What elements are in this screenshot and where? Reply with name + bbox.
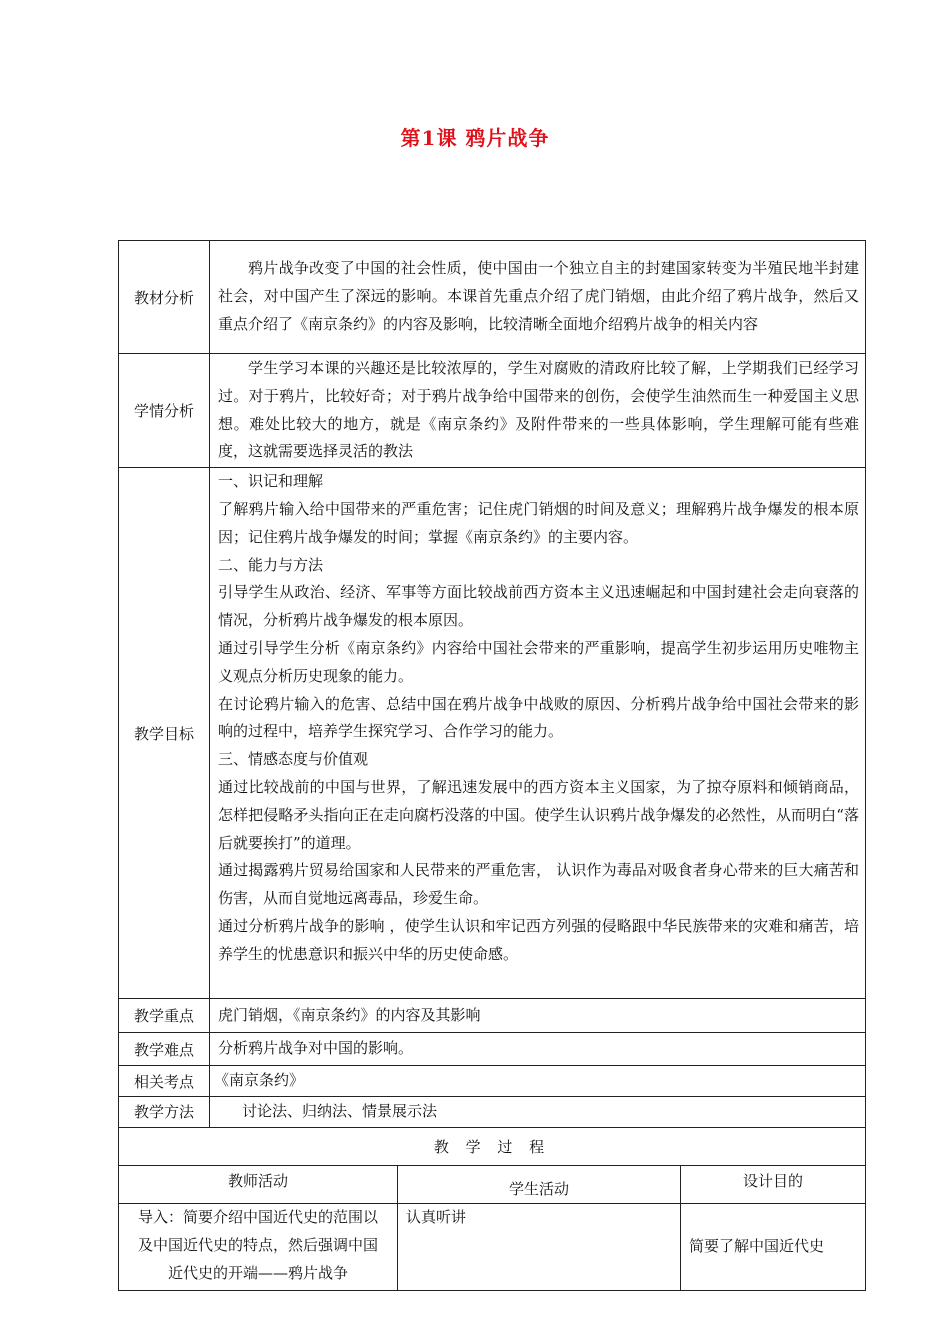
row-label: 学情分析 xyxy=(119,354,210,468)
goals-paragraph: 通过揭露鸦片贸易给国家和人民带来的严重危害， 认识作为毒品对吸食者身心带来的巨大痛苦和伤害，从而自觉地远离毒品，珍爱生命。 xyxy=(218,861,860,908)
difficult-points-text: 分析鸦片战争对中国的影响。 xyxy=(210,1033,866,1066)
teacher-activity-cell: 导入：简要介绍中国近代史的范围以及中国近代史的特点，然后强调中国近代史的开端——鸦片战争 xyxy=(119,1203,398,1290)
row-key-points xyxy=(119,999,866,1033)
key-points-text: 虎门销烟，《南京条约》的内容及其影响 xyxy=(210,999,866,1033)
student-analysis-text: 学生学习本课的兴趣还是比较浓厚的，学生对腐败的清政府比较了解，上学期我们已经学习过。对于鸦片，比较好奇；对于鸦片战争给中国带来的创伤，会使学生油然而生一种爱国主义思想。难处比较大的地方，就是《南京条约》及附件带来的一些具体影响，学生理解可能有些难度，这就需要选择灵活的教法 xyxy=(218,359,860,461)
row-teaching-method xyxy=(119,1096,866,1127)
row-label: 相关考点 xyxy=(119,1066,210,1097)
row-student-analysis xyxy=(119,354,866,468)
col-header-student: 学生活动 xyxy=(398,1165,681,1203)
goals-heading-1: 一、识记和理解 xyxy=(218,472,324,491)
goals-heading-3: 三、情感态度与价值观 xyxy=(218,750,369,769)
row-teaching-goals xyxy=(119,468,866,999)
student-activity-cell: 认真听讲 xyxy=(398,1203,681,1290)
row-material-analysis xyxy=(119,241,866,354)
process-row xyxy=(119,1203,866,1290)
lesson-plan-table xyxy=(118,240,866,1291)
design-purpose-cell: 简要了解中国近代史 xyxy=(681,1203,866,1290)
page-title: 第1课 鸦片战争 xyxy=(400,126,550,150)
process-heading: 教 学 过 程 xyxy=(433,1137,551,1156)
goals-paragraph: 通过引导学生分析《南京条约》内容给中国社会带来的严重影响，提高学生初步运用历史唯物主义观点分析历史现象的能力。 xyxy=(218,638,860,685)
process-column-headers xyxy=(119,1165,866,1203)
teaching-method-text: 讨论法、归纳法、情景展示法 xyxy=(210,1096,866,1127)
goals-paragraph: 引导学生从政治、经济、军事等方面比较战前西方资本主义迅速崛起和中国封建社会走向衰落的情况，分析鸦片战争爆发的根本原因。 xyxy=(218,583,860,630)
goals-paragraph: 通过比较战前的中国与世界，了解迅速发展中的西方资本主义国家，为了掠夺原料和倾销商品，怎样把侵略矛头指向正在走向腐朽没落的中国。使学生认识鸦片战争爆发的必然性，从而明白“落后就要挨打”的道理。 xyxy=(218,777,860,852)
col-header-purpose: 设计目的 xyxy=(681,1165,866,1203)
row-label: 教学难点 xyxy=(119,1033,210,1066)
row-process-heading xyxy=(119,1127,866,1165)
row-label: 教学目标 xyxy=(119,468,210,999)
goals-heading-2: 二、能力与方法 xyxy=(218,555,324,574)
exam-points-text: 《南京条约》 xyxy=(210,1066,866,1097)
row-label: 教学方法 xyxy=(119,1096,210,1127)
goals-paragraph: 了解鸦片输入给中国带来的严重危害；记住虎门销烟的时间及意义；理解鸦片战争爆发的根本原因；记住鸦片战争爆发的时间；掌握《南京条约》的主要内容。 xyxy=(218,499,860,546)
col-header-teacher: 教师活动 xyxy=(119,1165,398,1203)
row-difficult-points xyxy=(119,1033,866,1066)
row-label: 教学重点 xyxy=(119,999,210,1033)
goals-paragraph: 在讨论鸦片输入的危害、总结中国在鸦片战争中战败的原因、分析鸦片战争给中国社会带来的影响的过程中，培养学生探究学习、合作学习的能力。 xyxy=(218,694,860,741)
goals-paragraph: 通过分析鸦片战争的影响 ，使学生认识和牢记西方列强的侵略跟中华民族带来的灾难和痛苦，培养学生的忧患意识和振兴中华的历史使命感。 xyxy=(218,916,860,963)
material-analysis-text: 鸦片战争改变了中国的社会性质，使中国由一个独立自主的封建国家转变为半殖民地半封建社会，对中国产生了深远的影响。本课首先重点介绍了虎门销烟，由此介绍了鸦片战争，然后又重点介绍了《南京条约》的内容及影响，比较清晰全面地介绍鸦片战争的相关内容 xyxy=(218,259,860,333)
row-label: 教材分析 xyxy=(119,241,210,354)
row-exam-points xyxy=(119,1066,866,1097)
